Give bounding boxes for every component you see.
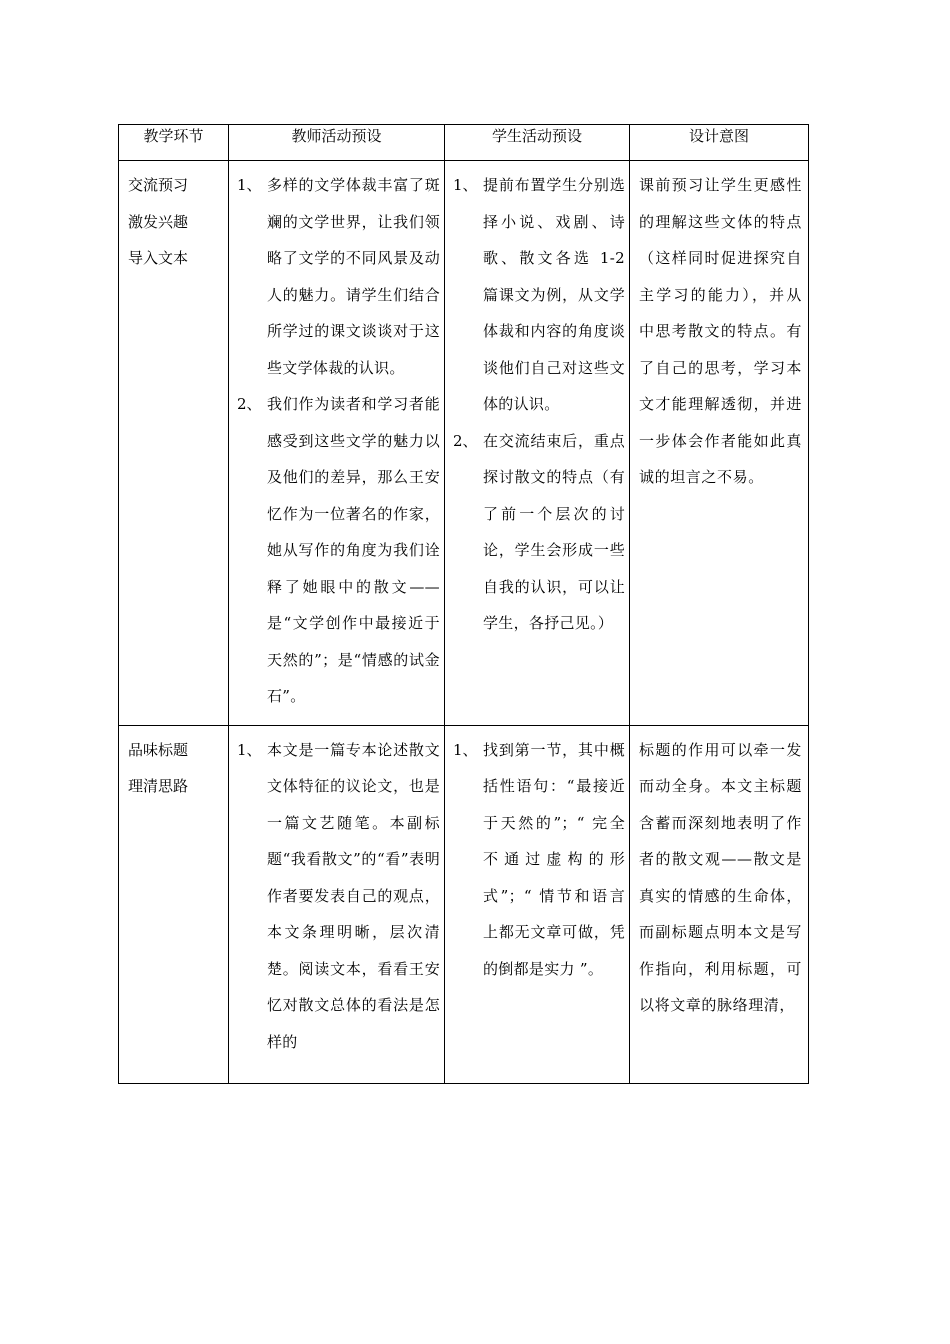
list-item [449,732,625,988]
item-text: 我们作为读者和学习者能感受到这些文学的魅力以及他们的差异，那么王安忆作为一位著名的作家，她从写作的角度为我们诠释了她眼中的散文——是“文学创作中最接近于天然的”；是“情感的试金石”。 [267,395,440,705]
item-text: 本文是一篇专本论述散文文体特征的议论文，也是一篇文艺随笔。本副标题“我看散文”的“看”表明作者要发表自己的观点，本文条理明晰，层次清楚。阅读文本，看看王安忆对散文总体的看法是怎样的 [267,740,440,1051]
item-text: 找到第一节，其中概括性语句：“最接近于天然的”；“ 完全不通过虚构的形式”；“ 情节和语言上都无文章可做，凭的倒都是实力 ”。 [483,740,625,978]
list-item [233,167,440,386]
stage-line: 导入文本 [128,249,189,267]
table-header-row [119,125,809,161]
design-intent-cell [630,161,809,726]
stage-line: 激发兴趣 [128,212,189,231]
stage-cell [119,161,229,726]
stage-line: 理清思路 [128,777,189,795]
list-item [233,386,440,715]
item-text: 在交流结束后，重点探讨散文的特点（有了前一个层次的讨论，学生会形成一些自我的认识，可以让学生，各抒己见。） [483,431,625,632]
teacher-activity-cell [229,161,445,726]
table-row [119,161,809,726]
header-stage: 教学环节 [119,125,229,161]
item-number: 1、 [237,740,262,759]
lesson-plan-table [118,124,809,1084]
list-item [449,167,625,423]
header-student-activity: 学生活动预设 [445,125,630,161]
stage-cell [119,725,229,1083]
item-text: 提前布置学生分别选择小说、戏剧、诗歌、散文各选 1-2 篇课文为例，从文学体裁和内容的角度谈谈他们自己对这些文体的认识。 [483,176,625,413]
header-design-intent: 设计意图 [630,125,809,161]
item-number: 1、 [453,176,478,194]
student-activity-cell [445,161,630,726]
list-item [233,732,440,1061]
design-intent-cell [630,725,809,1083]
teacher-activity-cell [229,725,445,1083]
student-activity-cell [445,725,630,1083]
stage-line: 品味标题 [128,740,189,759]
design-intent-text: 标题的作用可以牵一发而动全身。本文主标题含蓄而深刻地表明了作者的散文观——散文是真实的情感的生命体，而副标题点明本文是写作指向，利用标题，可以将文章的脉络理清， [639,740,802,1014]
table-row [119,725,809,1083]
list-item [449,423,625,642]
item-number: 2、 [237,395,262,413]
header-teacher-activity: 教师活动预设 [229,125,445,161]
item-number: 1、 [237,176,262,194]
design-intent-text: 课前预习让学生更感性的理解这些文体的特点（这样同时促进探究自主学习的能力），并从中思考散文的特点。有了自己的思考，学习本文才能理解透彻，并进一步体会作者能如此真诚的坦言之不易。 [639,176,802,486]
item-text: 多样的文学体裁丰富了斑斓的文学世界，让我们领略了文学的不同风景及动人的魅力。请学生们结合所学过的课文谈谈对于这些文学体裁的认识。 [267,176,440,377]
item-number: 1、 [453,740,478,759]
item-number: 2、 [453,431,478,450]
stage-line: 交流预习 [128,176,189,194]
